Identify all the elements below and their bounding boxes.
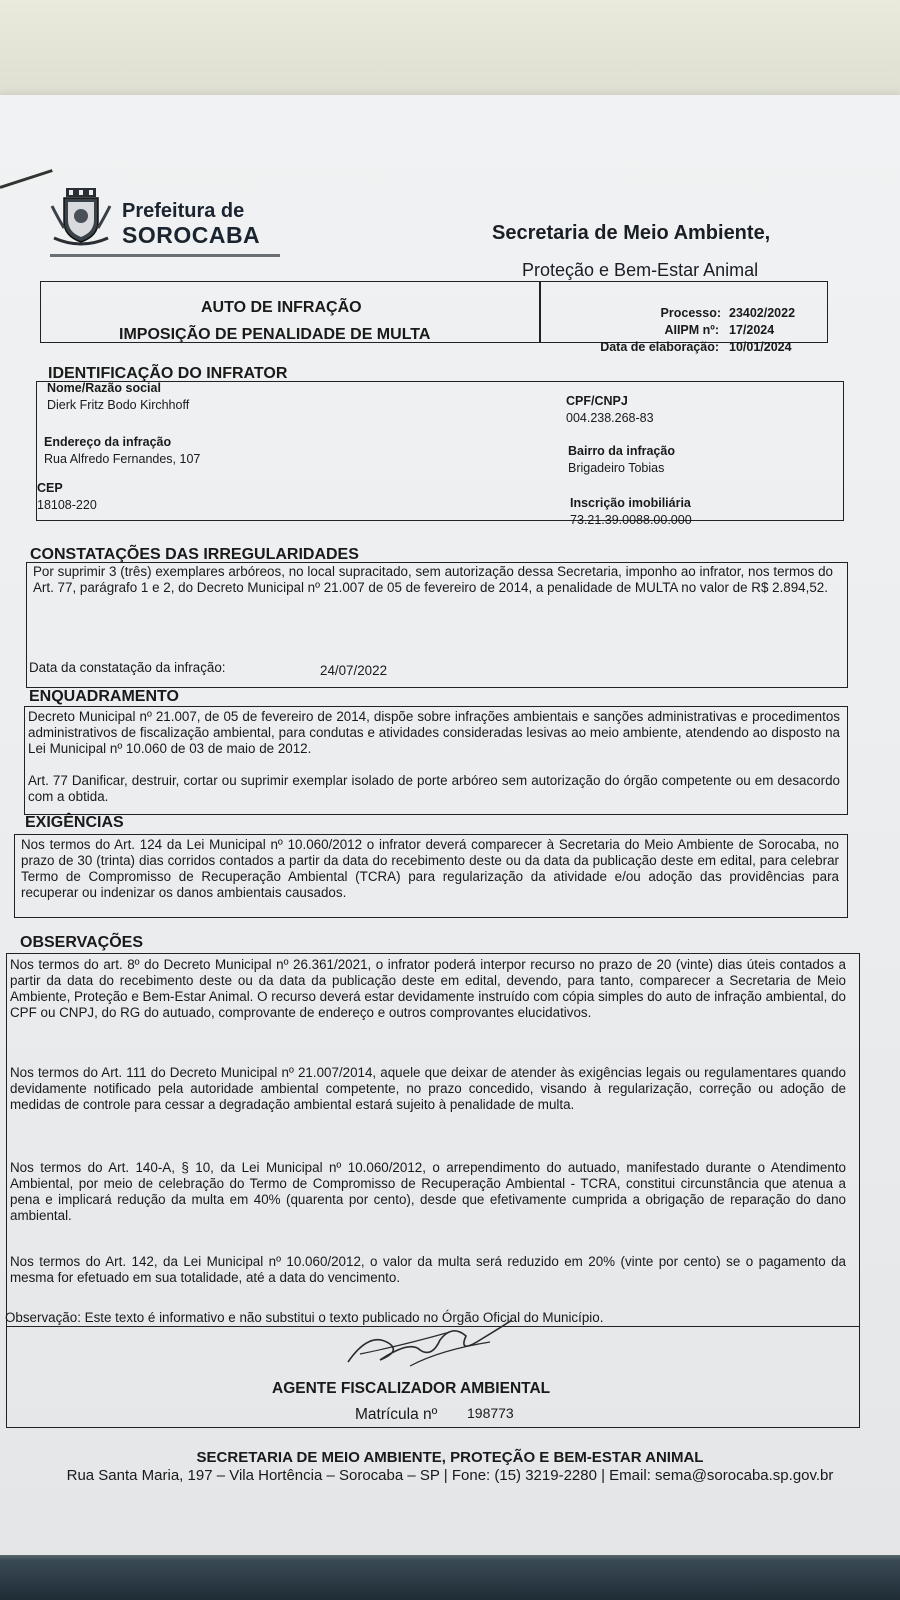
bairro-label: Bairro da infração <box>568 444 675 458</box>
processo-value: 23402/2022 <box>729 306 796 320</box>
endereco-value: Rua Alfredo Fernandes, 107 <box>44 452 201 466</box>
agente-title: AGENTE FISCALIZADOR AMBIENTAL <box>272 1380 551 1397</box>
identificacao-heading: IDENTIFICAÇÃO DO INFRATOR <box>48 365 288 382</box>
logo-underline <box>50 254 280 257</box>
processo-label: Processo: <box>660 306 721 320</box>
observacoes-p2: Nos termos do Art. 111 do Decreto Municipal nº 21.007/2014, aquele que deixar de atender às exigências legais ou regulamentares quando devidamente notificado pela autoridade ambiental competente, no prazo concedido, visando à regularização, correção ou adoção de medidas de controle para cessar a degradação ambiental estará sujeito à penalidade de multa. <box>10 1065 846 1112</box>
data-elaboracao-row <box>551 340 821 354</box>
secretaria-title: Secretaria de Meio Ambiente, <box>492 222 771 244</box>
secretaria-subtitle: Proteção e Bem-Estar Animal <box>522 260 759 280</box>
auto-infracao-box <box>40 281 828 354</box>
aiipm-label: AIIPM nº: <box>664 323 719 337</box>
footer-secretaria: SECRETARIA DE MEIO AMBIENTE, PROTEÇÃO E BEM-ESTAR ANIMAL <box>196 1449 704 1466</box>
auto-title: AUTO DE INFRAÇÃO <box>201 299 362 316</box>
exigencias-heading: EXIGÊNCIAS <box>25 814 124 831</box>
observacao-note: Observação: Este texto é informativo e não substitui o texto publicado no Órgão Oficial do Município. <box>5 1310 604 1325</box>
logo-text-sorocaba: SOROCABA <box>122 222 261 248</box>
exigencias-text: Nos termos do Art. 124 da Lei Municipal nº 10.060/2012 o infrator deverá comparecer à Secretaria do Meio Ambiente de Sorocaba, no prazo de 30 (trinta) dias corridos contados a partir da data do recebimento deste ou da data da publicação deste em edital, para celebrar Termo de Compromisso de Recuperação Ambiental (TCRA) para regularização da atividade e/ou adoção das providências para recuperar ou indenizar os danos ambientais causados. <box>21 837 839 900</box>
observacoes-p3: Nos termos do Art. 140-A, § 10, da Lei Municipal nº 10.060/2012, o arrependimento do autuado, manifestado durante o Atendimento Ambiental, por meio de celebração do Termo de Compromisso de Recuperação Ambiental - TCRA, constitui circunstância que atenua a pena e implicará redução da multa em 40% (quarenta por cento), desde que efetivamente cumprida a obrigação de reparação do dano ambiental. <box>10 1160 846 1223</box>
observacoes-p1: Nos termos do art. 8º do Decreto Municipal nº 26.361/2021, o infrator poderá interpor recurso no prazo de 20 (vinte) dias úteis contados a partir da data do recebimento deste ou da data da publicação deste em edital, devendo, para tanto, comparecer a Secretaria de Meio Ambiente, Proteção e Bem-Estar Animal. O recurso deverá estar devidamente instruído com cópia simples do auto de infração ambiental, do CPF ou CNPJ, do RG do autuado, comprovante de endereço e outros comprovantes elucidativos. <box>10 957 846 1020</box>
constatacoes-heading: CONSTATAÇÕES DAS IRREGULARIDADES <box>30 546 359 563</box>
matricula-value: 198773 <box>467 1405 514 1421</box>
cep-value: 18108-220 <box>37 498 97 512</box>
cep-label: CEP <box>37 481 63 495</box>
nome-label: Nome/Razão social <box>47 381 161 395</box>
matricula-label: Matrícula nº <box>355 1406 438 1423</box>
auto-divider <box>539 282 541 342</box>
constatacao-data-label: Data da constatação da infração: <box>29 660 226 675</box>
aiipm-row <box>551 323 821 337</box>
data-elaboracao-label: Data de elaboração: <box>600 340 719 354</box>
data-elaboracao-value: 10/01/2024 <box>729 340 792 354</box>
endereco-label: Endereço da infração <box>44 435 172 449</box>
signature <box>340 1310 520 1380</box>
observacoes-p4: Nos termos do Art. 142, da Lei Municipal nº 10.060/2012, o valor da multa será reduzido em 20% (vinte por cento) se o pagamento da mesma for efetuado em sua totalidade, até a data do vencimento. <box>10 1254 846 1285</box>
bairro-value: Brigadeiro Tobias <box>568 461 665 475</box>
prefeitura-logo <box>50 188 280 268</box>
inscricao-label: Inscrição imobiliária <box>570 496 691 510</box>
enquadramento-text-1: Decreto Municipal nº 21.007, de 05 de fevereiro de 2014, dispõe sobre infrações ambientais e sanções administrativas e procedimentos administrativos de fiscalização ambiental, para condutas e atividades consideradas lesivas ao meio ambiente, atendendo ao disposto na Lei Municipal nº 10.060 de 03 de maio de 2012. <box>28 709 840 756</box>
footer-contact: Rua Santa Maria, 197 – Vila Hortência – Sorocaba – SP | Fone: (15) 3219-2280 | Email: sema@sorocaba.sp.gov.br <box>66 1467 834 1484</box>
enquadramento-heading: ENQUADRAMENTO <box>29 688 179 705</box>
auto-subtitle: IMPOSIÇÃO DE PENALIDADE DE MULTA <box>119 326 431 343</box>
enquadramento-text-2: Art. 77 Danificar, destruir, cortar ou suprimir exemplar isolado de porte arbóreo sem autorização do órgão competente ou em desacordo com a obtida. <box>28 773 840 804</box>
processo-row <box>551 306 821 320</box>
constatacoes-text: Por suprimir 3 (três) exemplares arbóreos, no local supracitado, sem autorização dessa Secretaria, imponho ao infrator, nos termos do Art. 77, parágrafo 1 e 2, do Decreto Municipal nº 21.007 de 05 de fevereiro de 2014, a penalidade de MULTA no valor de R$ 2.894,52. <box>33 564 833 595</box>
nome-value: Dierk Fritz Bodo Kirchhoff <box>47 398 190 412</box>
cpf-value: 004.238.268-83 <box>566 411 654 425</box>
inscricao-value: 73.21.39.0088.00.000 <box>570 513 692 527</box>
constatacao-data-value: 24/07/2022 <box>320 663 388 678</box>
logo-text-prefeitura: Prefeitura de <box>122 200 245 222</box>
coat-of-arms-icon <box>50 188 112 246</box>
observacoes-heading: OBSERVAÇÕES <box>20 934 143 951</box>
aiipm-value: 17/2024 <box>729 323 775 337</box>
cpf-label: CPF/CNPJ <box>566 394 628 408</box>
